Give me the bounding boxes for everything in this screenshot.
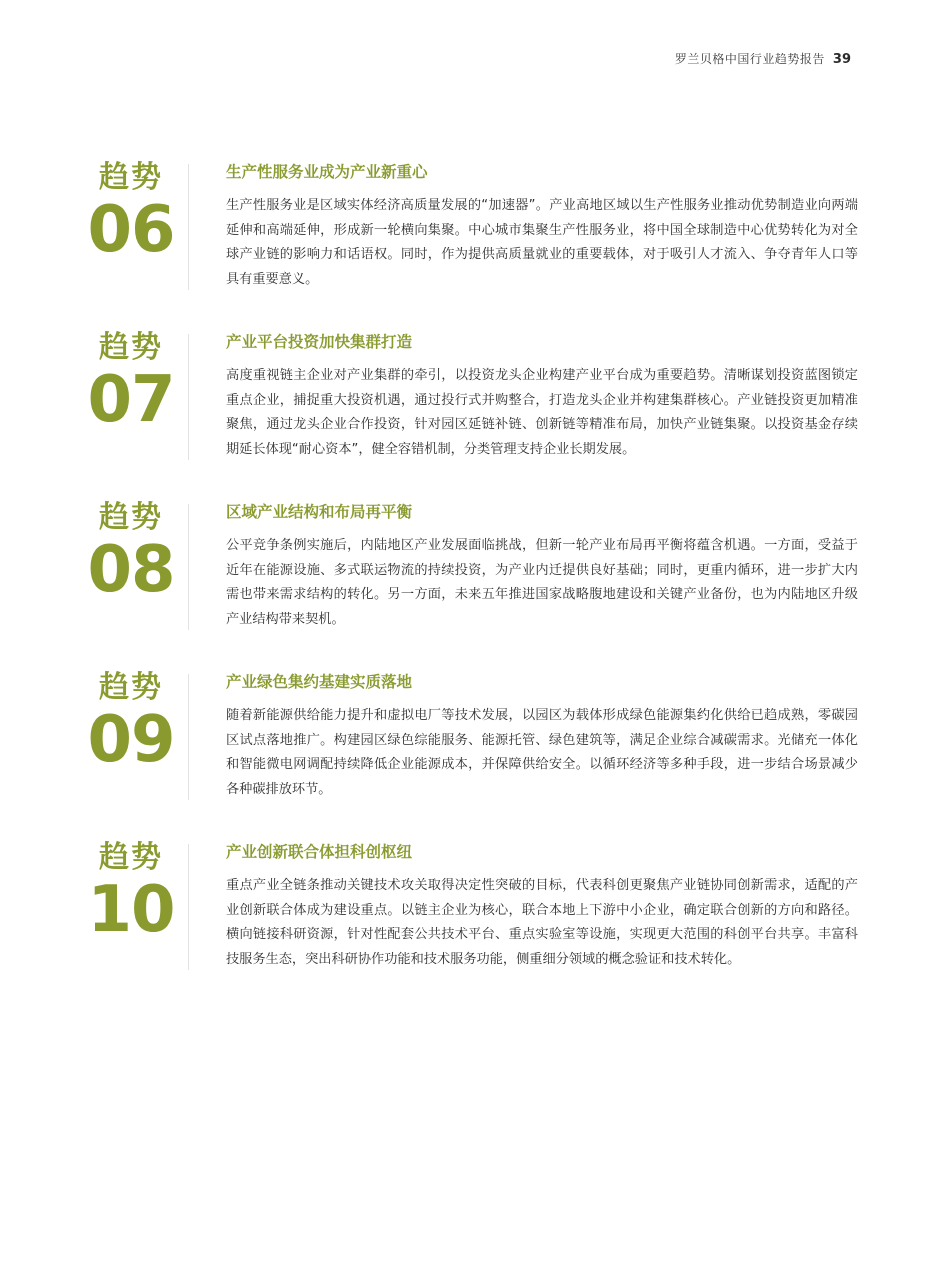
trend-number: 08 — [87, 533, 175, 607]
page-number: 39 — [832, 52, 851, 67]
trend-text: 公平竞争条例实施后，内陆地区产业发展面临挑战，但新一轮产业布局再平衡将蕴含机遇。一方面，受益于近年在能源设施、多式联运物流的持续投资，为产业内迁提供良好基础；同时，更重内循环，进一步扩大内需也带来需求结构的转化。另一方面，未来五年推进国家战略腹地建设和关键产业备份，也为内陆地区升级产业结构带来契机。 — [226, 538, 858, 627]
trend-label — [86, 160, 176, 267]
report-title: 罗兰贝格中国行业趋势报告 — [674, 52, 825, 66]
trend-divider — [188, 844, 189, 970]
trend-label — [86, 670, 176, 777]
trend-body — [226, 160, 858, 292]
trend-word: 趋势 — [99, 330, 163, 365]
trend-body — [226, 330, 858, 462]
trend-section — [0, 670, 943, 805]
trend-section — [0, 500, 943, 635]
trend-word: 趋势 — [99, 160, 163, 195]
trend-section — [0, 840, 943, 975]
trend-heading: 产业创新联合体担科创枢纽 — [226, 843, 413, 861]
trend-text: 生产性服务业是区域实体经济高质量发展的“加速器”。产业高地区域以生产性服务业推动优势制造业向两端延伸和高端延伸，形成新一轮横向集聚。中心城市集聚生产性服务业，将中国全球制造中心优势转化为对全球产业链的影响力和话语权。同时，作为提供高质量就业的重要载体，对于吸引人才流入、争夺青年人口等具有重要意义。 — [226, 198, 858, 287]
trend-word: 趋势 — [99, 840, 163, 875]
page-header — [675, 50, 851, 67]
trend-word: 趋势 — [99, 500, 163, 535]
trend-heading: 生产性服务业成为产业新重心 — [226, 163, 428, 181]
trend-number: 09 — [87, 703, 175, 777]
trend-heading: 产业平台投资加快集群打造 — [226, 333, 413, 351]
trend-text: 重点产业全链条推动关键技术攻关取得决定性突破的目标，代表科创更聚焦产业链协同创新需求，适配的产业创新联合体成为建设重点。以链主企业为核心，联合本地上下游中小企业，确定联合创新的方向和路径。横向链接科研资源，针对性配套公共技术平台、重点实验室等设施，实现更大范围的科创平台共享。丰富科技服务生态，突出科研协作功能和技术服务功能，侧重细分领域的概念验证和技术转化。 — [226, 878, 858, 967]
trend-heading: 区域产业结构和布局再平衡 — [226, 503, 413, 521]
trend-word: 趋势 — [99, 670, 163, 705]
trend-divider — [188, 504, 189, 630]
trend-number: 06 — [87, 193, 175, 267]
trend-label — [86, 500, 176, 607]
trend-text: 随着新能源供给能力提升和虚拟电厂等技术发展，以园区为载体形成绿色能源集约化供给已趋成熟，零碳园区试点落地推广。构建园区绿色综能服务、能源托管、绿色建筑等，满足企业综合减碳需求。光储充一体化和智能微电网调配持续降低企业能源成本，并保障供给安全。以循环经济等多种手段，进一步结合场景减少各种碳排放环节。 — [226, 708, 858, 797]
trend-body — [226, 500, 858, 632]
trend-heading: 产业绿色集约基建实质落地 — [226, 673, 413, 691]
trend-section — [0, 330, 943, 465]
trend-divider — [188, 334, 189, 460]
trend-label — [86, 840, 176, 947]
trend-number: 07 — [87, 363, 175, 437]
trend-body — [226, 840, 858, 972]
trend-label — [86, 330, 176, 437]
trend-text: 高度重视链主企业对产业集群的牵引，以投资龙头企业构建产业平台成为重要趋势。清晰谋划投资蓝图锁定重点企业，捕捉重大投资机遇，通过投行式并购整合，打造龙头企业并构建集群核心。产业链投资更加精准聚焦，通过龙头企业合作投资，针对园区延链补链、创新链等精准布局，加快产业链集聚。以投资基金存续期延长体现“耐心资本”，健全容错机制，分类管理支持企业长期发展。 — [226, 368, 858, 457]
trend-divider — [188, 674, 189, 800]
trend-body — [226, 670, 858, 802]
trend-divider — [188, 164, 189, 290]
trend-number: 10 — [87, 873, 175, 947]
trend-section — [0, 160, 943, 295]
